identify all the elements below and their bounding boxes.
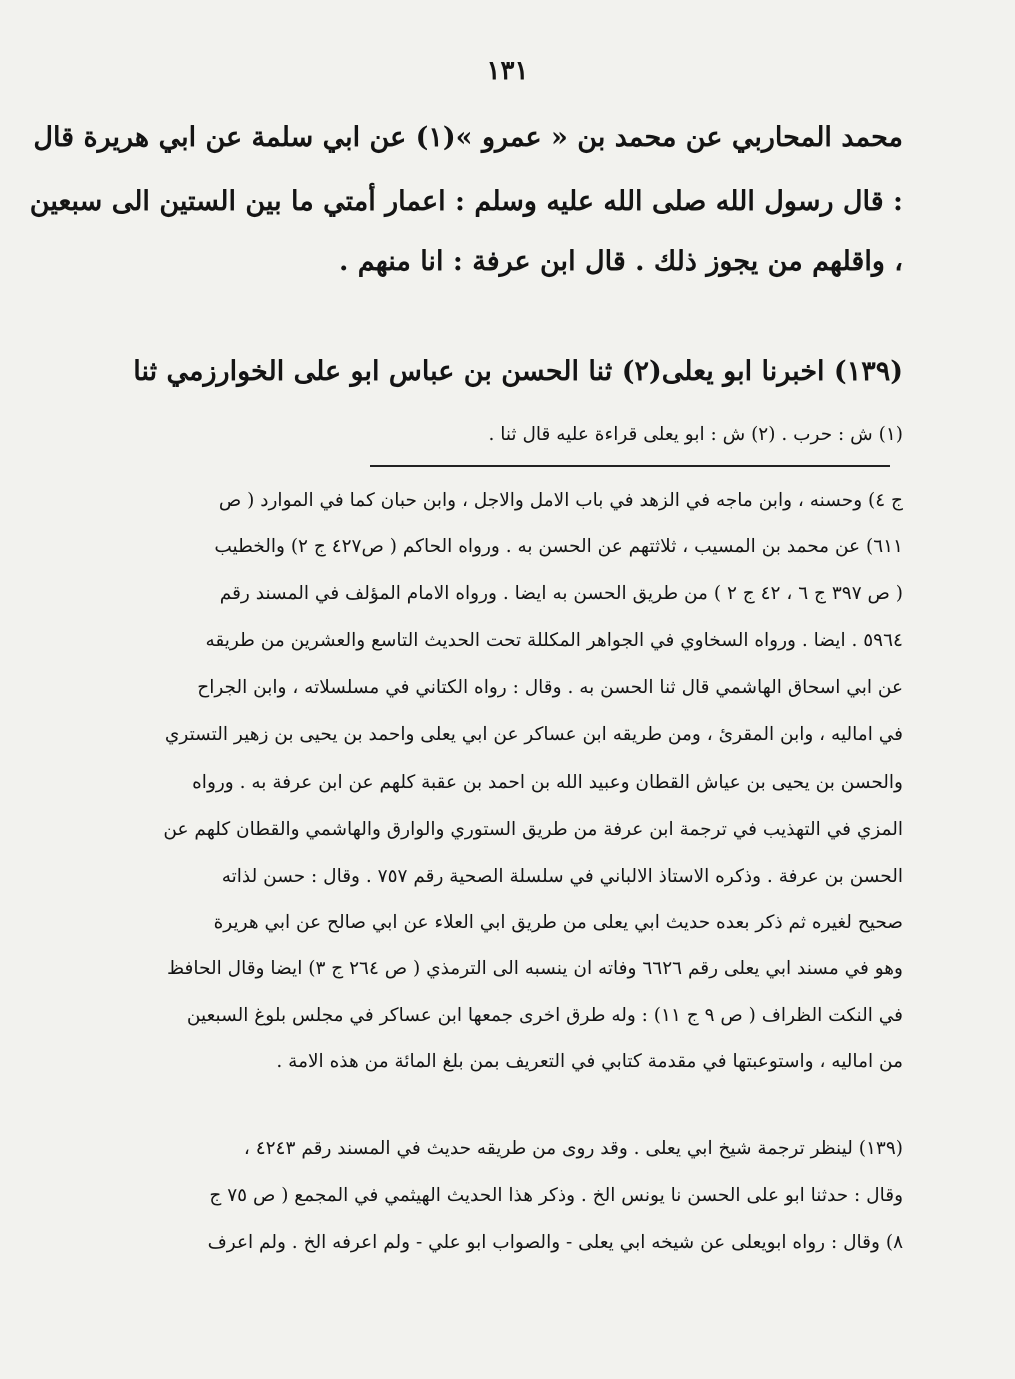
commentary-line: المزي في التهذيب في ترجمة ابن عرفة من طريق الستوري والوارق والهاشمي والقطان كلهم عن	[163, 819, 903, 840]
commentary-line: وهو في مسند ابي يعلى رقم ٦٦٢٦ وفاته ان ينسبه الى الترمذي ( ص ٢٦٤ ج ٣) ايضا وقال الحافظ	[166, 958, 903, 979]
footnote-separator	[370, 465, 890, 467]
commentary-line: والحسن بن يحيى بن عياش القطان وعبيد الله بن احمد بن عقبة كلهم عن ابن عرفة به . ورواه	[192, 772, 903, 793]
main-text-line: : قال رسول الله صلى الله عليه وسلم : اعمار أمتي ما بين الستين الى سبعين	[29, 186, 903, 217]
commentary-line: من اماليه ، واستوعبتها في مقدمة كتابي في التعريف بمن بلغ المائة من هذه الامة .	[276, 1051, 903, 1072]
commentary-line: ( ص ٣٩٧ ج ٦ ، ٤٢ ج ٢ ) من طريق الحسن به ايضا . ورواه الامام المؤلف في المسند رقم	[219, 583, 903, 604]
hadith-139-line: (١٣٩) اخبرنا ابو يعلى(٢) ثنا الحسن بن عباس ابو على الخوارزمي ثنا	[133, 356, 903, 387]
variant-notes: (١) ش : حرب . (٢) ش : ابو يعلى قراءة عليه قال ثنا .	[488, 424, 903, 445]
commentary-line: ٦١١) عن محمد بن المسيب ، ثلاثتهم عن الحسن به . ورواه الحاكم ( ص٤٢٧ ج ٢) والخطيب	[214, 536, 903, 557]
commentary-139-line: ٨) وقال : رواه ابويعلى عن شيخه ابي يعلى - والصواب ابو علي - ولم اعرفه الخ . ولم اعرف	[207, 1232, 903, 1253]
commentary-139-line: وقال : حدثنا ابو على الحسن نا يونس الخ . وذكر هذا الحديث الهيثمي في المجمع ( ص ٧٥ ج	[209, 1185, 903, 1206]
commentary-line: في اماليه ، وابن المقرئ ، ومن طريقه ابن عساكر عن ابي يعلى واحمد بن يحيى بن زهير التستري	[164, 724, 903, 745]
commentary-line: صحيح لغيره ثم ذكر بعده حديث ابي يعلى من طريق ابي العلاء عن ابي صالح عن ابي هريرة	[213, 912, 903, 933]
commentary-line: عن ابي اسحاق الهاشمي قال ثنا الحسن به . وقال : رواه الكتاني في مسلسلاته ، وابن الجراح	[197, 677, 903, 698]
commentary-line: الحسن بن عرفة . وذكره الاستاذ الالباني في سلسلة الصحية رقم ٧٥٧ . وقال : حسن لذاته	[221, 866, 903, 887]
main-text-line: ، واقلهم من يجوز ذلك . قال ابن عرفة : انا منهم .	[338, 246, 903, 277]
commentary-line: ج ٤) وحسنه ، وابن ماجه في الزهد في باب الامل والاجل ، وابن حبان كما في الموارد ( ص	[218, 490, 903, 511]
commentary-139-line: (١٣٩) لينظر ترجمة شيخ ابي يعلى . وقد روى من طريقه حديث في المسند رقم ٤٢٤٣ ،	[243, 1138, 903, 1159]
commentary-line: في النكت الظراف ( ص ٩ ج ١١) : وله طرق اخرى جمعها ابن عساكر في مجلس بلوغ السبعين	[186, 1005, 903, 1026]
page-number: ١٣١	[486, 56, 529, 86]
commentary-line: ٥٩٦٤ . ايضا . ورواه السخاوي في الجواهر المكللة تحت الحديث التاسع والعشرين من طريقه	[205, 630, 903, 651]
main-text-line: محمد المحاربي عن محمد بن « عمرو »(١) عن ابي سلمة عن ابي هريرة قال	[33, 122, 903, 153]
